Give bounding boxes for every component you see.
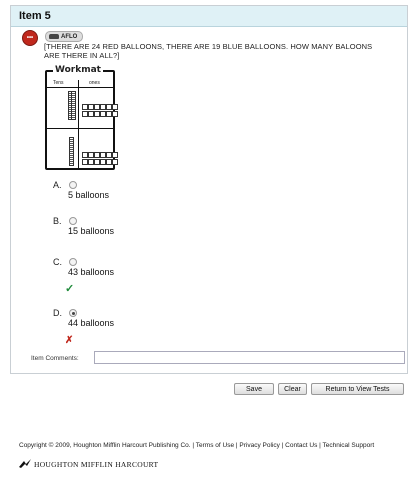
footer-links: Copyright © 2009, Houghton Mifflin Harcourt Publishing Co. | Terms of Use | Privacy Policy | Contact Us | Technical Support xyxy=(19,442,375,449)
choice-c-radio[interactable] xyxy=(69,258,77,266)
choice-letter: D. xyxy=(53,308,62,318)
ones-header: ones xyxy=(89,80,100,86)
workmat-title: Workmat xyxy=(55,65,101,75)
contact-link[interactable]: Contact Us xyxy=(285,442,318,449)
vehicle-icon xyxy=(49,34,59,39)
workmat-mid-line xyxy=(47,128,113,129)
copyright-text: Copyright © 2009, Houghton Mifflin Harcourt Publishing Co. xyxy=(19,442,191,449)
publisher-logo xyxy=(19,459,158,469)
read-aloud-icon[interactable]: ••• xyxy=(22,30,38,46)
choice-b-radio[interactable] xyxy=(69,217,77,225)
tens-rod xyxy=(69,137,74,166)
bird-logo-icon xyxy=(19,459,31,469)
unit-cube xyxy=(112,104,118,110)
logo-text: HOUGHTON MIFFLIN HARCOURT xyxy=(34,459,159,469)
ones-units-bottom xyxy=(82,152,117,165)
choice-text: 44 balloons xyxy=(68,318,115,328)
privacy-link[interactable]: Privacy Policy xyxy=(239,442,280,449)
choice-d-radio[interactable] xyxy=(69,309,77,317)
tens-header: Tens xyxy=(53,80,64,86)
unit-cube xyxy=(112,159,118,165)
choice-text: 5 balloons xyxy=(68,190,110,200)
choice-text: 43 balloons xyxy=(68,267,115,277)
incorrect-x-icon: ✗ xyxy=(65,335,74,346)
item-comments-label: Item Comments: xyxy=(31,355,79,362)
correct-check-icon: ✓ xyxy=(65,283,75,295)
choice-letter: B. xyxy=(53,216,62,226)
return-to-view-tests-button[interactable]: Return to View Tests xyxy=(311,383,404,395)
ones-units-top xyxy=(82,104,117,117)
workmat-image xyxy=(45,65,115,170)
accommodation-badge xyxy=(45,31,83,42)
item-comments-input[interactable] xyxy=(94,351,405,364)
workmat-column-headers xyxy=(47,80,113,88)
choice-letter: A. xyxy=(53,180,62,190)
clear-button[interactable]: Clear xyxy=(278,383,307,395)
question-text: [THERE ARE 24 RED BALLOONS, THERE ARE 19 BLUE BALLOONS. HOW MANY BALOONS ARE THERE IN ALL?] xyxy=(44,42,373,60)
choice-a-radio[interactable] xyxy=(69,181,77,189)
item-header xyxy=(11,6,407,27)
technical-support-link[interactable]: Technical Support xyxy=(322,442,375,449)
item-title: Item 5 xyxy=(19,10,51,22)
terms-link[interactable]: Terms of Use xyxy=(195,442,235,449)
choice-letter: C. xyxy=(53,257,62,267)
tens-rod xyxy=(71,91,76,120)
workmat-divider xyxy=(78,80,79,168)
item-panel xyxy=(10,5,408,374)
save-button[interactable]: Save xyxy=(234,383,274,395)
unit-cube xyxy=(112,111,118,117)
unit-cube xyxy=(112,152,118,158)
badge-label: AFLO xyxy=(61,33,78,40)
choice-text: 15 balloons xyxy=(68,226,115,236)
